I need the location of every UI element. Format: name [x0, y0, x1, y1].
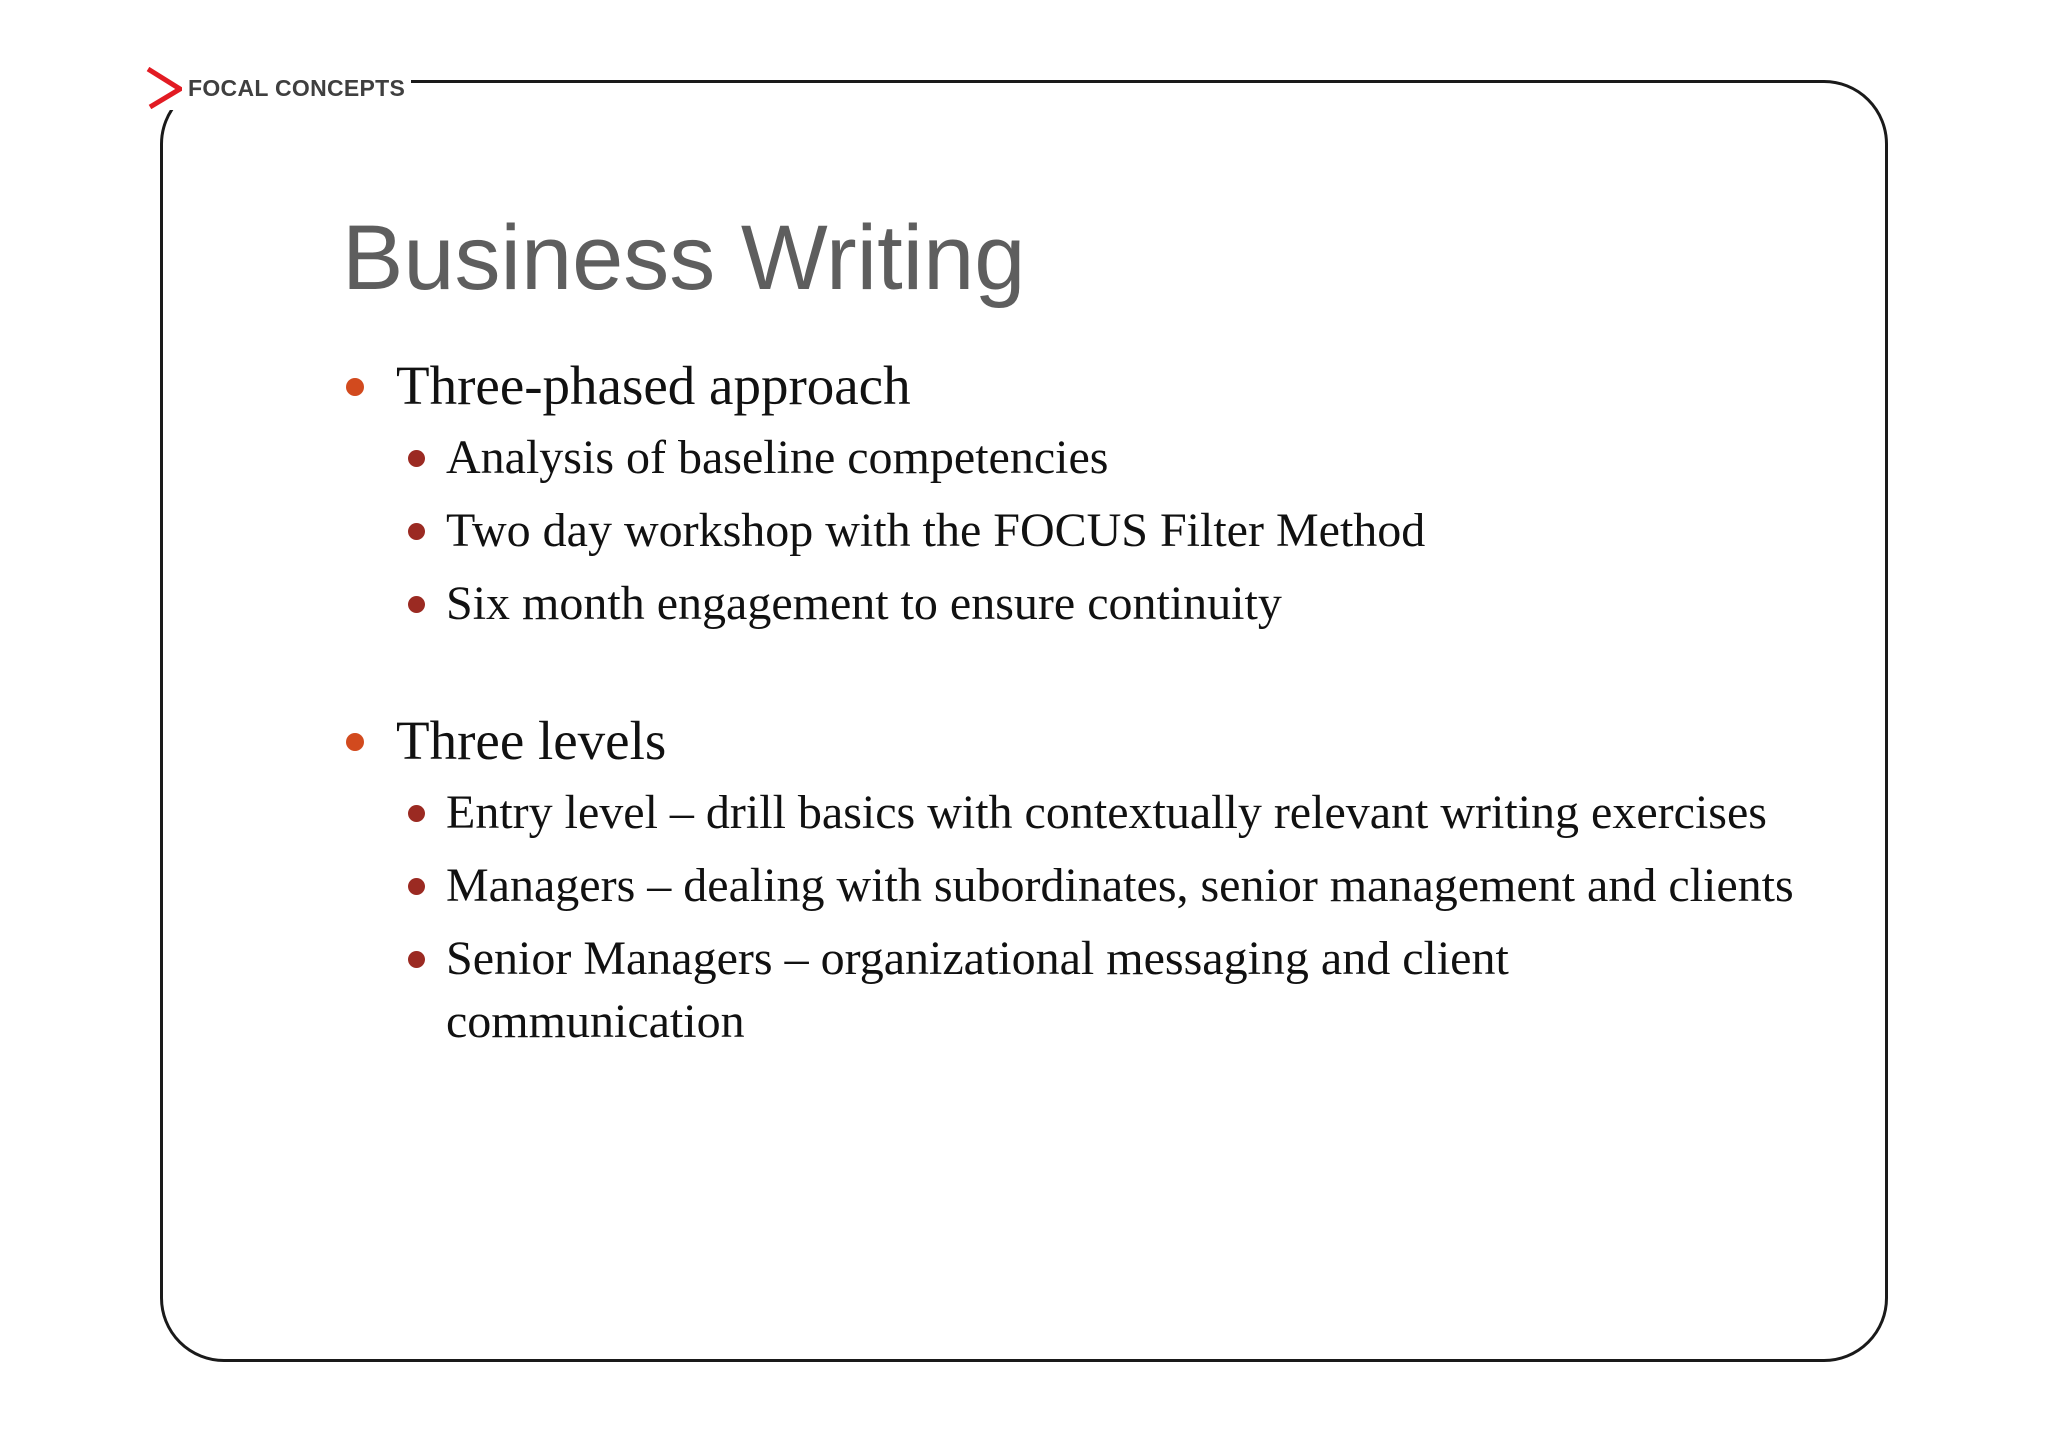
logo-text: FOCAL CONCEPTS: [188, 74, 406, 101]
bullet-text: Six month engagement to ensure continuity: [446, 577, 1282, 630]
slide-title: Business Writing: [342, 207, 1026, 309]
bullet-dot-icon: [346, 378, 364, 396]
bullet-text: Entry level – drill basics with contextually relevant writing exercises: [446, 786, 1767, 839]
bullet-level-2: [342, 781, 1812, 844]
focal-concepts-logo: [146, 66, 411, 110]
bullet-text: Two day workshop with the FOCUS Filter Method: [446, 504, 1426, 557]
bullet-level-2: [342, 426, 1812, 490]
red-chevron-icon: [146, 67, 182, 109]
section-three-levels: [342, 709, 1812, 1053]
bullet-text: Three-phased approach: [396, 355, 911, 416]
bullet-dot-icon: [408, 878, 425, 895]
bullet-dot-icon: [346, 733, 364, 751]
bullet-level-2: [342, 854, 1812, 917]
bullet-dot-icon: [408, 805, 425, 822]
bullet-level-2: [342, 927, 1812, 1053]
spacer: [342, 645, 1812, 709]
bullet-text: Analysis of baseline competencies: [446, 431, 1109, 484]
bullet-level-1: [342, 709, 1812, 773]
bullet-dot-icon: [408, 951, 425, 968]
bullet-text: Three levels: [396, 710, 667, 771]
bullet-text: Senior Managers – organizational messaging and client communication: [446, 932, 1509, 1048]
slide-content: [342, 354, 1812, 1063]
bullet-level-1: [342, 354, 1812, 418]
bullet-text: Managers – dealing with subordinates, senior management and clients: [446, 859, 1794, 912]
sub-bullet-list: [342, 781, 1812, 1053]
sub-bullet-list: [342, 426, 1812, 636]
bullet-level-2: [342, 499, 1812, 563]
bullet-dot-icon: [408, 596, 425, 613]
bullet-dot-icon: [408, 523, 425, 540]
bullet-level-2: [342, 572, 1812, 636]
section-phased-approach: [342, 354, 1812, 636]
bullet-dot-icon: [408, 450, 425, 467]
